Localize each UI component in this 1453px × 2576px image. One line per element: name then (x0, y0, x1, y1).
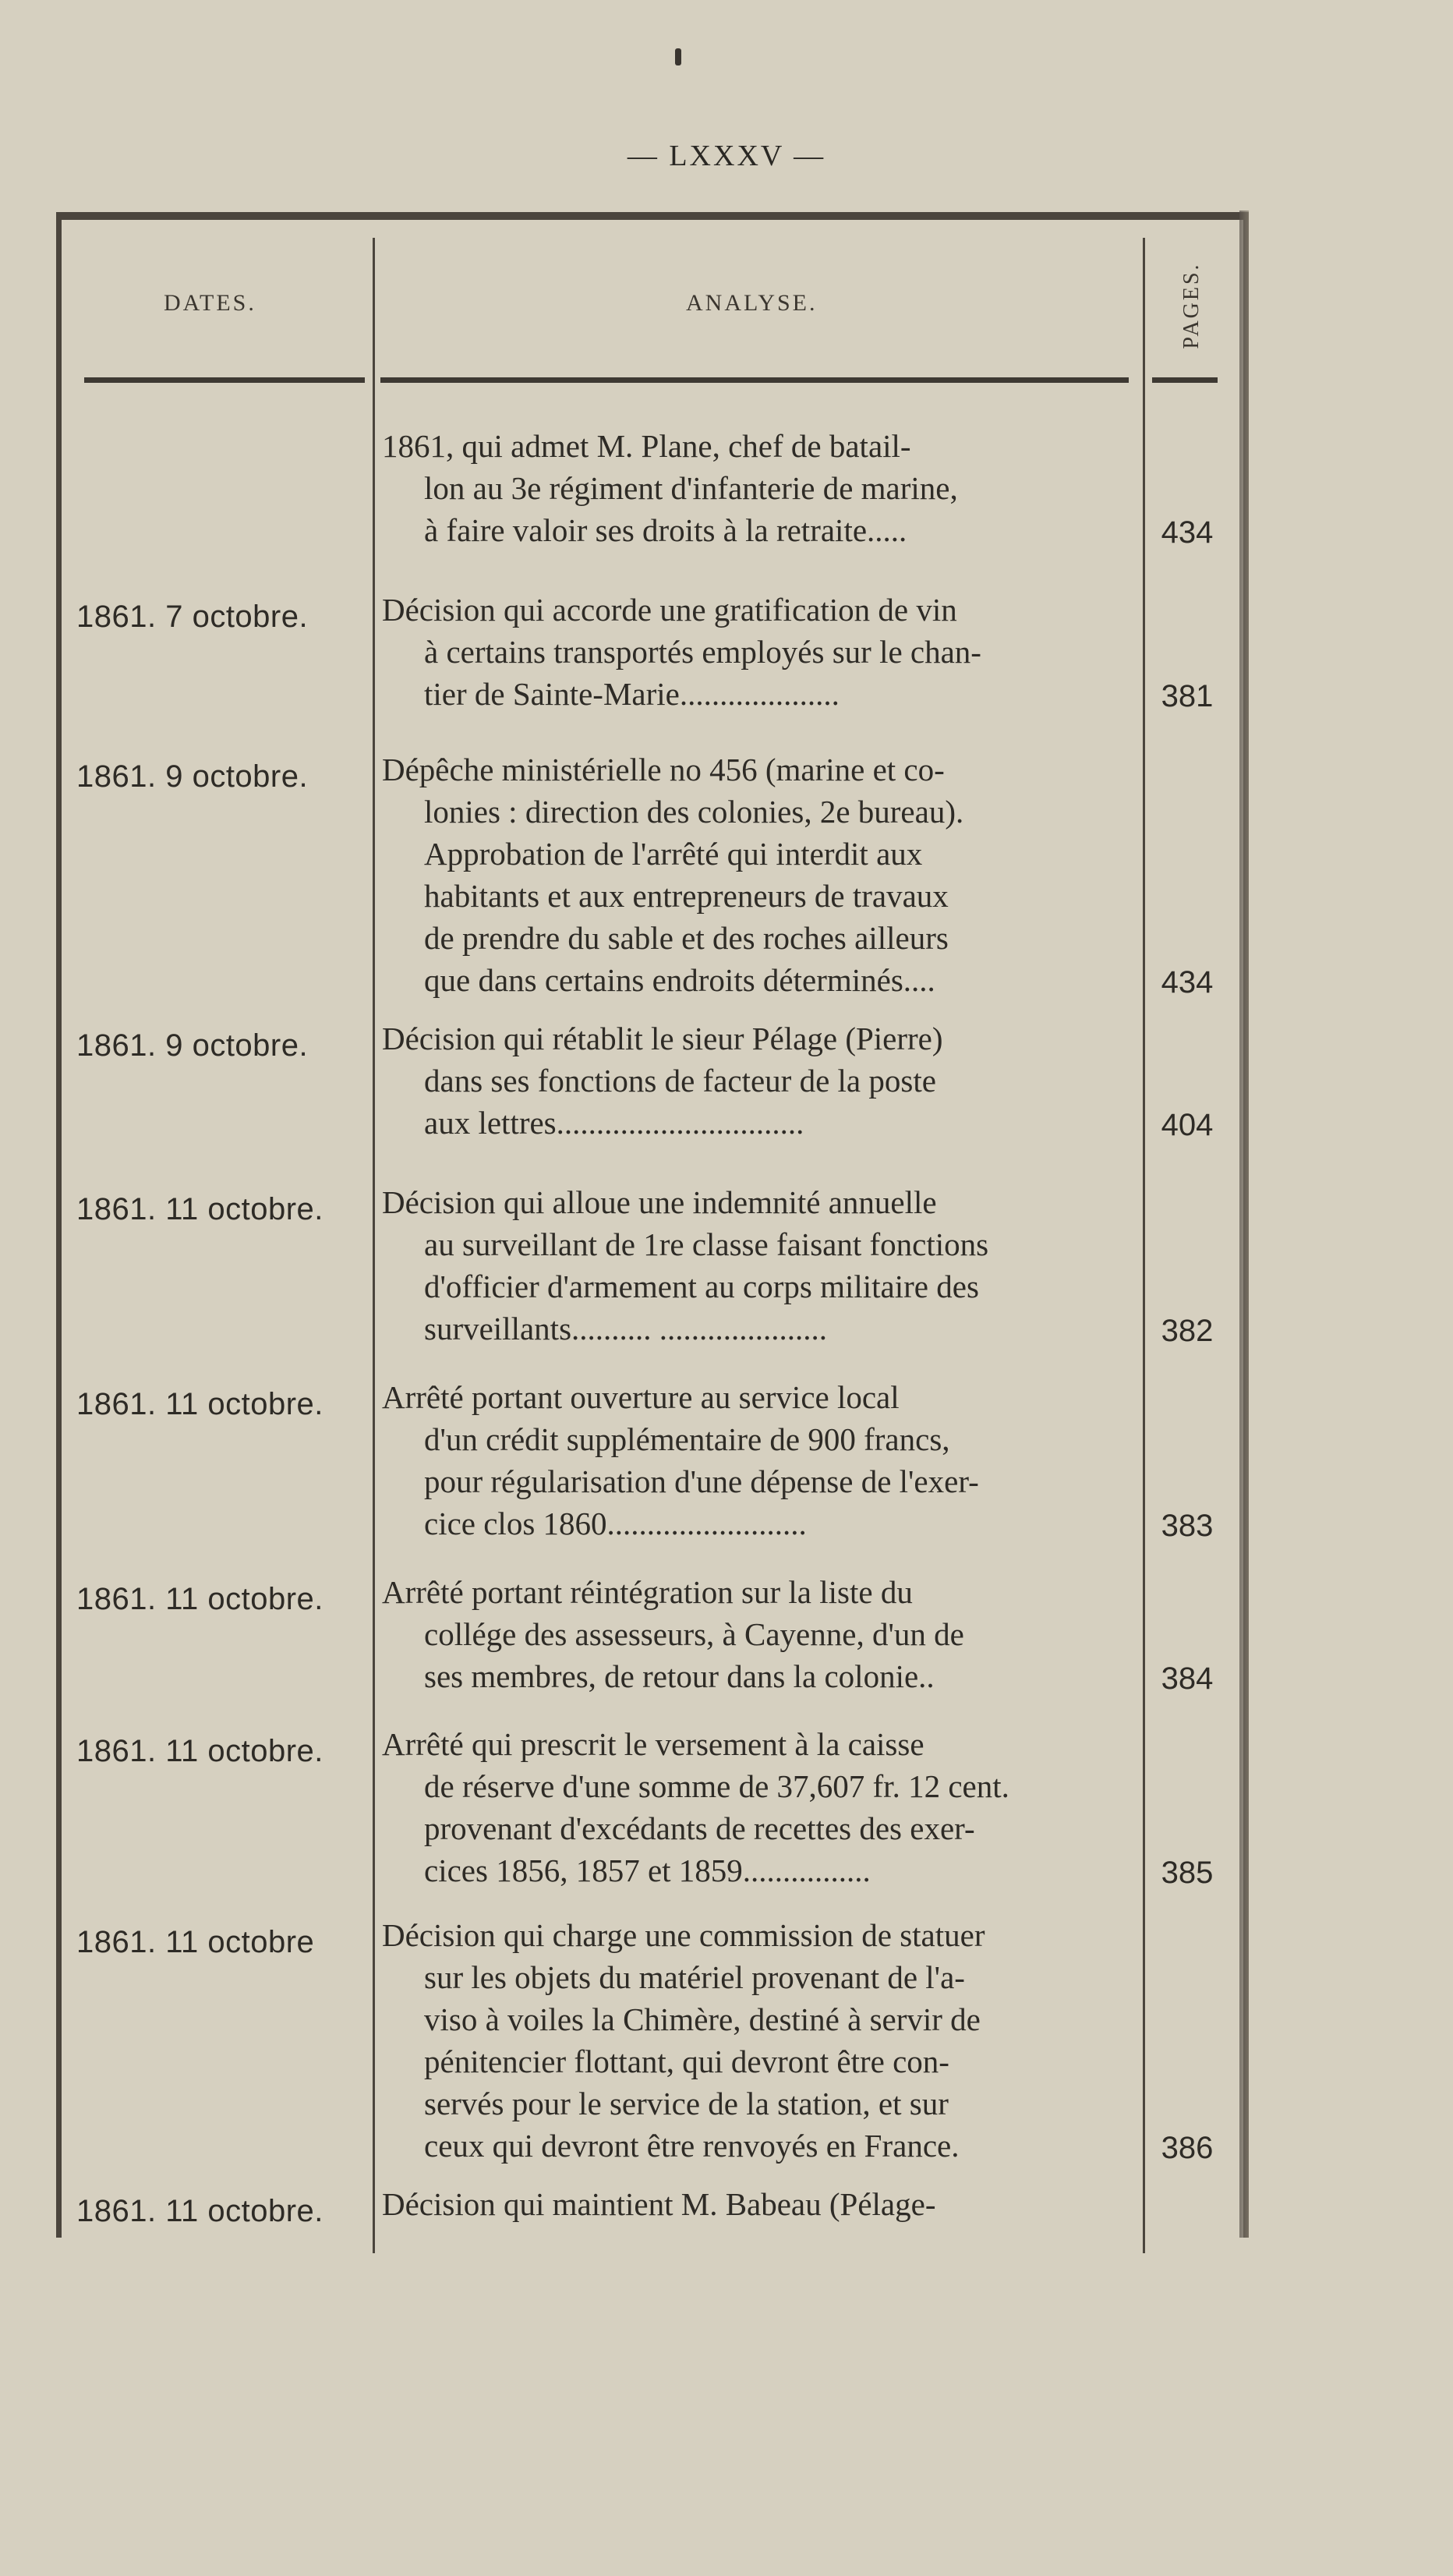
row-analyse (382, 748, 1130, 1001)
analyse-line: lon au 3e régiment d'infanterie de marine, (424, 470, 958, 506)
row-page-number: 386 (1161, 2131, 1214, 2165)
header-rule-dates (84, 377, 365, 383)
analyse-line: Décision qui accorde une gratification de vin (382, 592, 957, 628)
analyse-line: Dépêche ministérielle no 456 (marine et co- (382, 752, 945, 787)
row-analyse (382, 589, 1130, 715)
analyse-line: tier de Sainte-Marie.................... (424, 676, 840, 712)
analyse-line: Arrêté portant réintégration sur la liste du (382, 1574, 913, 1610)
analyse-line: Arrêté qui prescrit le versement à la caisse (382, 1726, 924, 1762)
page-header: — LXXXV — (627, 140, 826, 172)
row-page-number: 383 (1161, 1509, 1214, 1543)
ink-mark (675, 48, 681, 65)
row-date: 1861. 11 octobre. (76, 2194, 323, 2228)
analyse-line: d'un crédit supplémentaire de 900 francs, (424, 1421, 950, 1457)
analyse-line: 1861, qui admet M. Plane, chef de batail- (382, 428, 911, 464)
row-date: 1861. 11 octobre. (76, 1192, 323, 1226)
row-date: 1861. 9 octobre. (76, 1028, 309, 1063)
analyse-line: de prendre du sable et des roches ailleurs (424, 920, 949, 956)
analyse-line: lonies : direction des colonies, 2e bureau). (424, 794, 964, 830)
row-analyse (382, 1181, 1130, 1350)
analyse-line: d'officier d'armement au corps militaire des (424, 1269, 979, 1304)
row-page-number: 385 (1161, 1856, 1214, 1890)
row-page-number: 434 (1161, 965, 1214, 1000)
header-rule-pages (1152, 377, 1218, 383)
row-page-number: 382 (1161, 1314, 1214, 1348)
analyse-line: dans ses fonctions de facteur de la poste (424, 1063, 936, 1099)
page-edge (1239, 211, 1249, 2238)
row-analyse (382, 1914, 1130, 2167)
analyse-line: au surveillant de 1re classe faisant fonctions (424, 1226, 989, 1262)
row-analyse (382, 1571, 1130, 1697)
analyse-line: surveillants.......... ..................... (424, 1311, 828, 1346)
column-separator-pages (1143, 238, 1145, 2253)
analyse-line: de réserve d'une somme de 37,607 fr. 12 cent. (424, 1768, 1009, 1804)
analyse-line: provenant d'excédants de recettes des exer- (424, 1810, 975, 1846)
row-date: 1861. 7 octobre. (76, 600, 309, 634)
analyse-line: Décision qui charge une commission de statuer (382, 1917, 985, 1953)
analyse-line: cice clos 1860......................... (424, 1506, 807, 1541)
analyse-line: sur les objets du matériel provenant de l'a- (424, 1959, 965, 1995)
analyse-line: Décision qui maintient M. Babeau (Pélage- (382, 2186, 936, 2222)
row-date: 1861. 11 octobre. (76, 1734, 323, 1768)
analyse-line: Arrêté portant ouverture au service local (382, 1379, 900, 1415)
row-analyse (382, 1723, 1130, 1891)
row-analyse (382, 2183, 1130, 2225)
analyse-line: Décision qui alloue une indemnité annuelle (382, 1184, 937, 1220)
row-page-number: 404 (1161, 1108, 1214, 1142)
analyse-line: habitants et aux entrepreneurs de travaux (424, 878, 949, 914)
row-analyse (382, 425, 1130, 551)
analyse-line: pénitencier flottant, qui devront être con- (424, 2043, 949, 2079)
analyse-line: aux lettres............................... (424, 1105, 804, 1141)
analyse-line: à faire valoir ses droits à la retraite..... (424, 512, 907, 548)
analyse-line: pour régularisation d'une dépense de l'exer- (424, 1463, 979, 1499)
row-date: 1861. 9 octobre. (76, 759, 309, 794)
analyse-line: collége des assesseurs, à Cayenne, d'un de (424, 1616, 964, 1652)
header-rule-analyse (380, 377, 1129, 383)
analyse-line: Approbation de l'arrêté qui interdit aux (424, 836, 923, 872)
analyse-line: servés pour le service de la station, et sur (424, 2086, 949, 2121)
column-separator-dates (373, 238, 375, 2253)
analyse-line: que dans certains endroits déterminés.... (424, 962, 935, 998)
row-date: 1861. 11 octobre. (76, 1582, 323, 1616)
column-header-pages (1177, 257, 1208, 359)
row-analyse (382, 1017, 1130, 1144)
column-header-analyse: ANALYSE. (686, 290, 818, 316)
row-page-number: 384 (1161, 1661, 1214, 1696)
row-date: 1861. 11 octobre (76, 1925, 315, 1959)
column-header-pages-label: PAGES. (1179, 262, 1204, 349)
row-page-number: 381 (1161, 679, 1214, 713)
analyse-line: Décision qui rétablit le sieur Pélage (Pierre) (382, 1021, 943, 1056)
row-date: 1861. 11 octobre. (76, 1387, 323, 1421)
row-analyse (382, 1376, 1130, 1545)
analyse-line: cices 1856, 1857 et 1859................ (424, 1852, 871, 1888)
row-page-number: 434 (1161, 515, 1214, 550)
analyse-line: ses membres, de retour dans la colonie.. (424, 1658, 935, 1694)
analyse-line: viso à voiles la Chimère, destiné à servir de (424, 2001, 981, 2037)
analyse-line: à certains transportés employés sur le chan- (424, 634, 981, 670)
column-header-dates: DATES. (164, 290, 256, 316)
analyse-line: ceux qui devront être renvoyés en France. (424, 2128, 960, 2164)
